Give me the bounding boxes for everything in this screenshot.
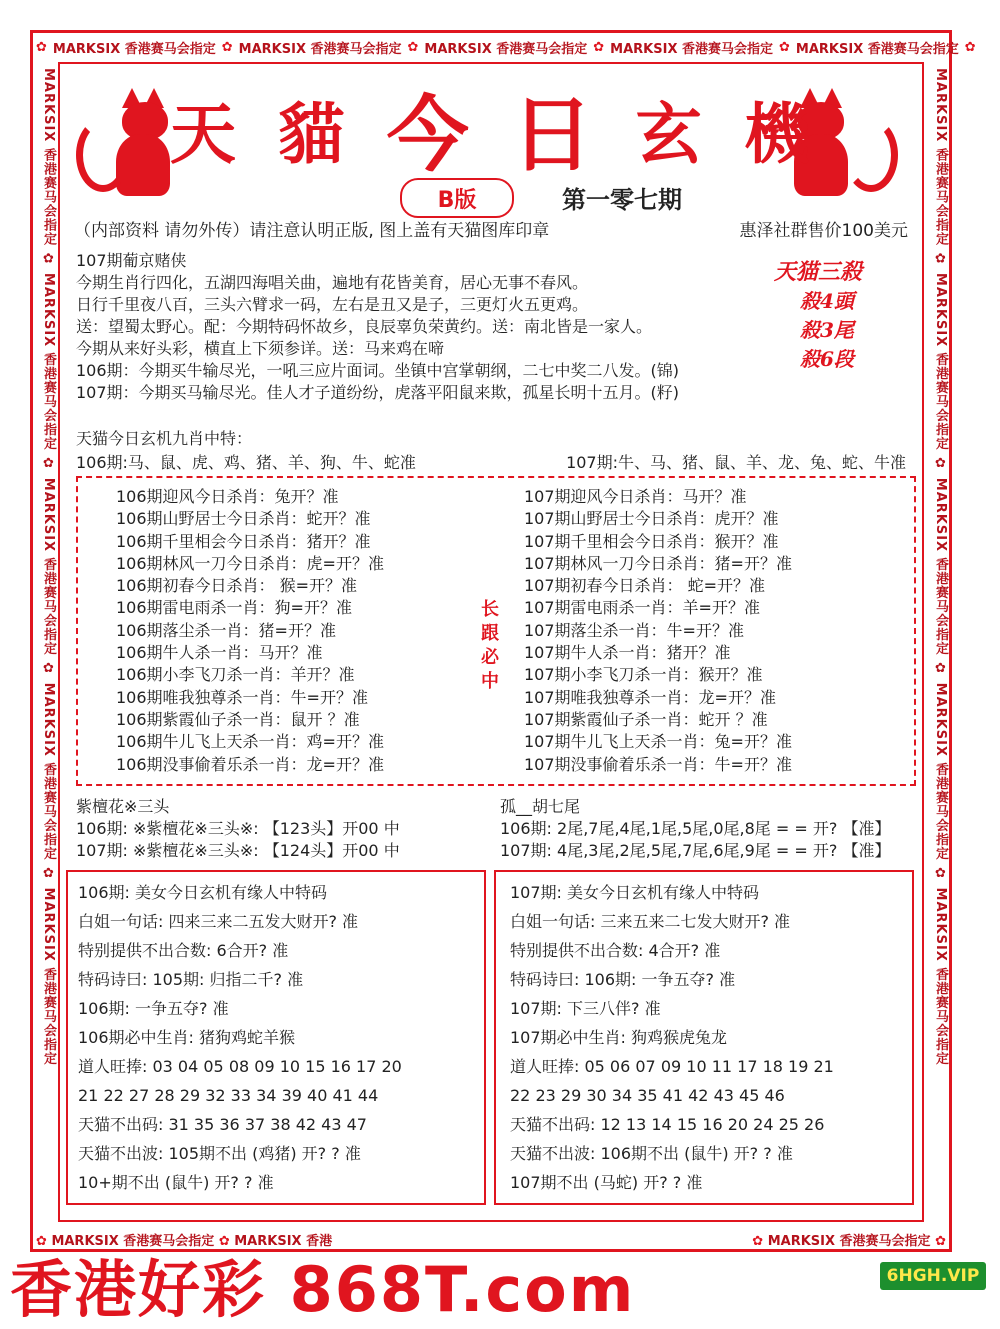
flower-icon: ✿ xyxy=(218,1233,230,1249)
text-line: 天猫不出码: 31 35 36 37 38 42 43 47 xyxy=(78,1115,367,1134)
text-line: 今期从来好头彩，横直上下须参详。送：马来鸡在啼 xyxy=(76,339,445,358)
intro-text xyxy=(76,250,679,404)
strip-text: ✿ MARKSIX 香港赛马会指定 ✿ xyxy=(752,1233,946,1249)
text-line: 特别提供不出合数: 6合开? 准 xyxy=(78,941,289,960)
text-line: 特码诗曰: 106期: 一争五夺? 准 xyxy=(510,970,736,989)
three-kills-box xyxy=(774,258,900,374)
strip-text: ✿ MARKSIX 香港赛马会指定 ✿ MARKSIX 香港 xyxy=(36,1233,333,1249)
flower-icon: ✿ xyxy=(593,39,605,55)
text-line: 天猫不出波: 106期不出 (鼠牛) 开? ? 准 xyxy=(510,1144,793,1163)
list-item: 106期山野居士今日杀肖：蛇开？准 xyxy=(116,509,371,529)
edition-badge: B版 xyxy=(400,178,514,218)
text-line: 今期生肖行四化，五湖四海唱关曲，遍地有花皆美育，居心无事不春风。 xyxy=(76,273,589,292)
kill-list-106 xyxy=(116,486,384,776)
list-item: 107期紫霞仙子杀一肖：蛇开 ？准 xyxy=(524,709,768,729)
text-line: 日行千里夜八百，三头六臂求一码，左右是丑又是子，三更灯火五更鸡。 xyxy=(76,295,589,314)
top-marksix-strip xyxy=(36,36,976,58)
seven-tails-section xyxy=(500,796,890,862)
notice-left: （内部资料 请勿外传）请注意认明正版, 图上盖有天猫图库印章 xyxy=(74,221,550,241)
text-line: 106期必中生肖: 猪狗鸡蛇羊猴 xyxy=(78,1028,296,1047)
flower-icon: ✿ xyxy=(36,1233,47,1249)
list-item: 106期紫霞仙子杀一肖：鼠开 ？准 xyxy=(116,709,360,729)
page-title: 天 貓 今 日 玄 機 xyxy=(170,86,810,183)
list-item: 106期林风一刀今日杀肖：虎=开？准 xyxy=(116,553,384,573)
list-item: 107期唯我独尊杀一肖：龙=开？准 xyxy=(524,687,776,707)
text-line: 107期必中生肖: 狗鸡猴虎兔龙 xyxy=(510,1028,728,1047)
text-line: 特别提供不出合数: 4合开? 准 xyxy=(510,941,721,960)
text-line: 106期: 一争五夺? 准 xyxy=(78,999,229,1018)
flower-icon: ✿ xyxy=(779,39,790,55)
text-line: 道人旺捧: 03 04 05 08 09 10 15 16 17 20 xyxy=(78,1057,402,1076)
right-marksix-strip: MARKSIX 香港赛马会指定 ✿ MARKSIX 香港赛马会指定 ✿ MARKSIX 香港赛马会指定 ✿ MARKSIX 香港赛马会指定 ✿ MARKSIX 香港赛马会指定 xyxy=(933,68,948,1066)
text-line: 107期: 美女今日玄机有缘人中特码 xyxy=(510,883,760,902)
list-item: 107期千里相会今日杀肖：猴开？准 xyxy=(524,531,779,551)
box-107-lines xyxy=(510,878,834,1197)
box-106-lines xyxy=(78,878,402,1197)
list-item: 106期小李飞刀杀一肖：羊开？准 xyxy=(116,665,355,685)
text-line: 白姐一句话: 三来五来二七发大财开? 准 xyxy=(510,912,791,931)
list-item: 107期牛人杀一肖：猪开？准 xyxy=(524,643,731,663)
kill-item: 殺3尾 xyxy=(800,318,854,342)
notice-line xyxy=(74,216,908,241)
kill-list-107 xyxy=(524,486,792,776)
left-marksix-strip: MARKSIX 香港赛马会指定 ✿ MARKSIX 香港赛马会指定 ✿ MARKSIX 香港赛马会指定 ✿ MARKSIX 香港赛马会指定 ✿ MARKSIX 香港赛马会指定 xyxy=(41,68,56,1066)
watermark-left: 香港好彩 868T.com xyxy=(10,1253,636,1326)
cat-silhouette-left-icon xyxy=(72,88,172,198)
box-107 xyxy=(494,870,914,1205)
list-item: 106期唯我独尊杀一肖：牛=开？准 xyxy=(116,687,368,707)
list-item: 107期山野居士今日杀肖：虎开？准 xyxy=(524,509,779,529)
kill-item: 殺6段 xyxy=(800,347,854,371)
box-106 xyxy=(66,870,486,1205)
section-title: 孤__胡七尾 xyxy=(500,797,581,816)
flower-icon: ✿ xyxy=(964,39,976,55)
text-line: 106期：今期买牛输尽光，一吼三应片面词。坐镇中宫掌朝纲，二七中奖二八发。(锦) xyxy=(76,361,680,380)
list-item: 107期小李飞刀杀一肖：猴开？准 xyxy=(524,665,763,685)
list-item: 107期雷电雨杀一肖：羊=开？准 xyxy=(524,598,760,618)
strip-text: MARKSIX 香港赛马会指定 xyxy=(52,41,216,57)
list-item: 107期林风一刀今日杀肖：猪=开？准 xyxy=(524,553,792,573)
list-item: 106期初春今日杀肖： 猴=开？准 xyxy=(116,576,358,596)
strip-text: MARKSIX 香港赛马会指定 xyxy=(610,41,773,57)
notice-price: 惠泽社群售价100美元 xyxy=(739,221,908,241)
list-item: 107期落尘杀一肖：牛=开？准 xyxy=(524,620,744,640)
section-title: 紫檀花※三头 xyxy=(76,797,170,816)
center-vertical-text: 长 跟 必 中 xyxy=(481,599,499,692)
text-line: 106期: 美女今日玄机有缘人中特码 xyxy=(78,883,328,902)
three-heads-section xyxy=(76,796,400,862)
text-line: 10+期不出 (鼠牛) 开? ? 准 xyxy=(78,1173,274,1192)
list-item: 106期落尘杀一肖：猪=开？准 xyxy=(116,620,336,640)
text-line: 道人旺捧: 05 06 07 09 10 11 17 18 19 21 xyxy=(510,1057,834,1076)
text-line: 107期不出 (马蛇) 开? ? 准 xyxy=(510,1173,703,1192)
text-line: 107期: 下三八伴? 准 xyxy=(510,999,661,1018)
text-line: 天猫不出码: 12 13 14 15 16 20 24 25 26 xyxy=(510,1115,825,1134)
nine-zodiac-title: 天猫今日玄机九肖中特： xyxy=(76,429,253,448)
list-item: 106期牛儿飞上天杀一肖：鸡=开？准 xyxy=(116,732,384,752)
text-line: 特码诗曰: 105期: 归指二千? 准 xyxy=(78,970,304,989)
text-line: 天猫不出波: 105期不出 (鸡猪) 开? ? 准 xyxy=(78,1144,361,1163)
list-item: 106期千里相会今日杀肖：猪开？准 xyxy=(116,531,371,551)
nine-zodiac-106: 106期:马、鼠、虎、鸡、猪、羊、狗、牛、蛇准 xyxy=(76,453,416,472)
watermark xyxy=(0,1240,990,1326)
text-line: 107期：今期买马输尽光。佳人才子道纷纷，虎落平阳鼠来欺，孤星长明十五月。(籽) xyxy=(76,383,680,402)
list-item: 107期没事偷着乐杀一肖：牛=开？准 xyxy=(524,754,792,774)
list-item: 106期没事偷着乐杀一肖：龙=开？准 xyxy=(116,754,384,774)
three-kills-title: 天猫三殺 xyxy=(774,259,863,285)
nine-zodiac-rows xyxy=(76,450,906,473)
issue-number: 第一零七期 xyxy=(562,186,682,214)
watermark-badge: 6HGH.VIP xyxy=(880,1262,986,1290)
text-line: 22 23 29 30 34 35 41 42 43 45 46 xyxy=(510,1086,785,1105)
text-line: 107期: ※紫檀花※三头※: 【124头】开00 中 xyxy=(76,841,400,860)
text-line: 107期葡京赌侠 xyxy=(76,251,187,270)
list-item: 106期雷电雨杀一肖：狗=开？准 xyxy=(116,598,352,618)
flower-icon: ✿ xyxy=(935,1233,946,1249)
list-item: 107期初春今日杀肖： 蛇=开？准 xyxy=(524,576,766,596)
flower-icon: ✿ xyxy=(36,39,47,55)
list-item: 106期牛人杀一肖：马开？准 xyxy=(116,643,323,663)
list-item: 106期迎风今日杀肖：兔开？准 xyxy=(116,487,339,506)
text-line: 送：望蜀太野心。配：今期特码怀故乡，良辰辜负荣黄约。送：南北皆是一家人。 xyxy=(76,317,653,336)
text-line: 白姐一句话: 四来三来二五发大财开? 准 xyxy=(78,912,359,931)
list-item: 107期迎风今日杀肖：马开？准 xyxy=(524,487,747,506)
strip-text: MARKSIX 香港赛马会指定 xyxy=(424,41,588,57)
text-line: 106期: ※紫檀花※三头※: 【123头】开00 中 xyxy=(76,819,400,838)
text-line: 107期: 4尾,3尾,2尾,5尾,7尾,6尾,9尾 = = 开? 【准】 xyxy=(500,841,891,860)
list-item: 107期牛儿飞上天杀一肖：兔=开？准 xyxy=(524,732,792,752)
flower-icon: ✿ xyxy=(407,39,419,55)
strip-text: MARKSIX 香港赛马会指定 xyxy=(795,41,959,57)
text-line: 21 22 27 28 29 32 33 34 39 40 41 44 xyxy=(78,1086,379,1105)
flower-icon: ✿ xyxy=(752,1233,764,1249)
strip-text: MARKSIX 香港赛马会指定 xyxy=(238,41,402,57)
nine-zodiac-107: 107期:牛、马、猪、鼠、羊、龙、兔、蛇、牛准 xyxy=(566,453,906,472)
text-line: 106期: 2尾,7尾,4尾,1尾,5尾,0尾,8尾 = = 开? 【准】 xyxy=(500,819,891,838)
kill-item: 殺4頭 xyxy=(800,289,854,313)
flower-icon: ✿ xyxy=(221,39,233,55)
